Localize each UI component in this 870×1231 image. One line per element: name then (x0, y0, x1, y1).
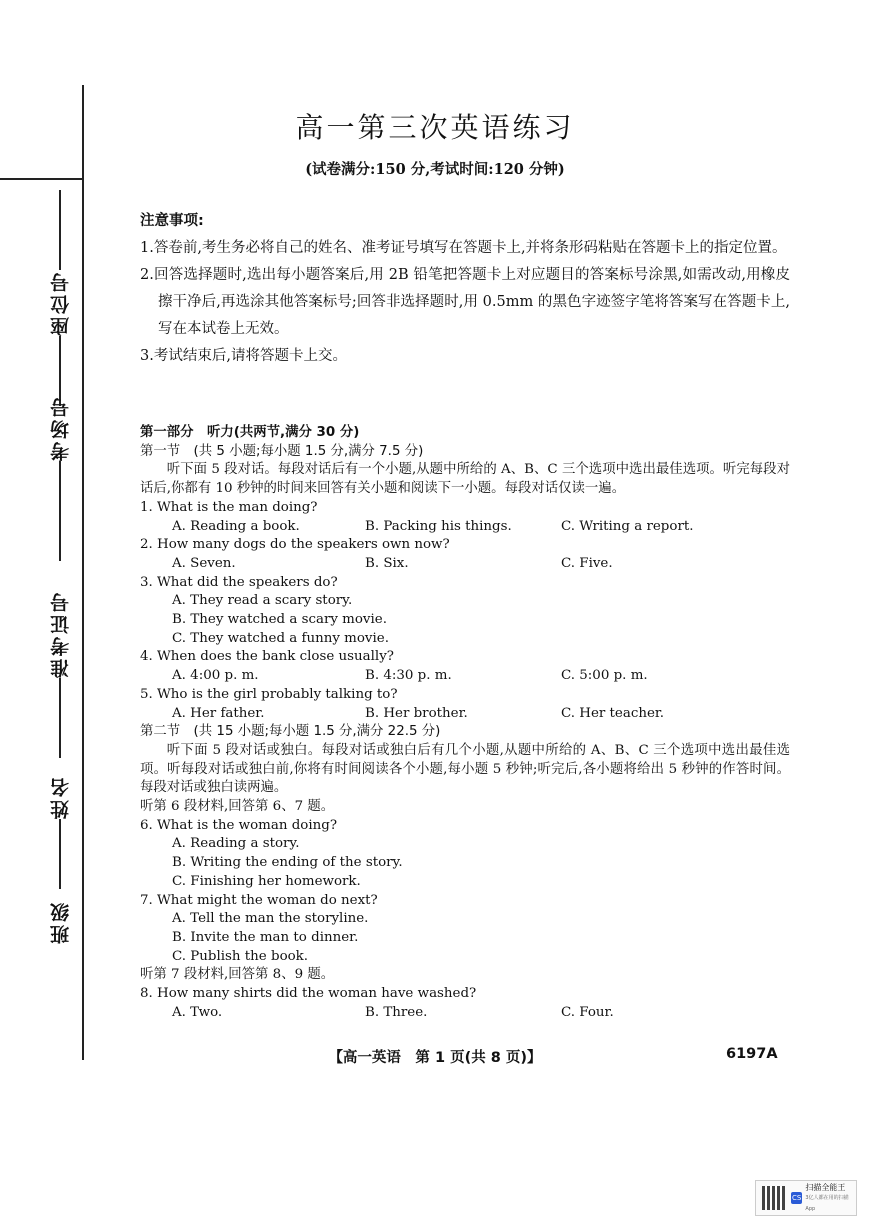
option-b: B. Packing his things. (365, 518, 512, 534)
page-footer: 【高一英语 第 1 页(共 8 页)】 (328, 1050, 542, 1066)
scanner-watermark (755, 1180, 857, 1216)
option-b: B. 4:30 p. m. (365, 668, 452, 684)
side-field-room (40, 395, 80, 561)
scanner-slogan: 3亿人都在用的扫描App (805, 1194, 849, 1212)
option-c: C. Writing a report. (561, 518, 694, 534)
option-a: A. Seven. (172, 555, 236, 571)
section2-heading: 第二节 (共 15 小题;每小题 1.5 分,满分 22.5 分) (140, 724, 441, 740)
scanner-logo-icon: CS (792, 1194, 802, 1202)
option-c: C. Four. (561, 1004, 614, 1020)
option-a: A. Her father. (172, 705, 265, 721)
option-c: C. Finishing her homework. (172, 873, 361, 889)
option-b: B. Six. (365, 555, 409, 571)
class-label: 班级 (49, 900, 72, 944)
section1-instructions: 听下面 5 段对话。每段对话后有一个小题,从题中所给的 A、B、C 三个选项中选出最佳选项。听完每段对话后,你都有 10 秒钟的时间来回答有关小题和阅读下一小题。每段对话仅读一遍。 (140, 462, 790, 497)
side-field-admission (40, 590, 80, 758)
paper-code: 6197A (726, 1046, 778, 1062)
question-7: 7. What might the woman do next? (140, 892, 378, 908)
option-a: A. Tell the man the storyline. (172, 911, 369, 927)
room-label: 考场号 (49, 395, 72, 461)
scanner-text (805, 1182, 856, 1215)
part-heading: 第一部分 听力(共两节,满分 30 分) (140, 425, 360, 440)
qr-code-icon (762, 1186, 785, 1210)
option-a: A. Reading a story. (172, 836, 300, 852)
question-2-options (140, 555, 790, 574)
name-blank (59, 819, 61, 889)
room-blank (59, 461, 61, 561)
question-1: 1. What is the man doing? (140, 499, 318, 515)
option-c: C. They watched a funny movie. (172, 630, 389, 646)
option-a: A. They read a scary story. (172, 593, 353, 609)
name-label: 姓名 (49, 775, 72, 819)
option-a: A. Reading a book. (172, 518, 300, 534)
side-field-name (40, 775, 80, 889)
question-4: 4. When does the bank close usually? (140, 649, 394, 665)
option-b: B. Three. (365, 1004, 428, 1020)
seat-blank (59, 190, 61, 270)
section1-heading: 第一节 (共 5 小题;每小题 1.5 分,满分 7.5 分) (140, 443, 424, 459)
admission-blank (59, 678, 61, 758)
question-3: 3. What did the speakers do? (140, 574, 338, 590)
notes-item: 1.答卷前,考生务必将自己的姓名、准考证号填写在答题卡上,并将条形码粘贴在答题卡上的指定位置。 (140, 240, 787, 256)
notes-heading: 注意事项: (140, 213, 204, 229)
exam-info: (试卷满分:150 分,考试时间:120 分钟) (305, 161, 565, 178)
option-b: B. Writing the ending of the story. (172, 855, 403, 871)
question-4-options (140, 667, 790, 686)
notes-item: 3.考试结束后,请将答题卡上交。 (140, 348, 347, 364)
side-field-class (40, 900, 80, 944)
question-6: 6. What is the woman doing? (140, 817, 338, 833)
option-c: C. 5:00 p. m. (561, 668, 648, 684)
question-5-options (140, 705, 790, 724)
listening-part (140, 424, 790, 1023)
section2-instructions: 听下面 5 段对话或独白。每段对话或独白后有几个小题,从题中所给的 A、B、C 三个选项中选出最佳选项。听每段对话或独白前,你将有时间阅读各个小题,每小题 5 秒钟;听完后,各小题将给出 5 秒钟的作答时间。每段对话或独白读两遍。 (140, 742, 790, 796)
question-8-options (140, 1004, 790, 1023)
admission-label: 准考证号 (49, 590, 72, 678)
material-6-instruction: 听第 6 段材料,回答第 6、7 题。 (140, 799, 335, 815)
question-2: 2. How many dogs do the speakers own now? (140, 537, 450, 553)
option-c: C. Publish the book. (172, 948, 309, 964)
material-7-instruction: 听第 7 段材料,回答第 8、9 题。 (140, 967, 335, 983)
notes-section (140, 208, 790, 370)
option-c: C. Her teacher. (561, 705, 665, 721)
option-b: B. They watched a scary movie. (172, 612, 387, 628)
side-field-seat (40, 190, 80, 406)
page-title: 高一第三次英语练习 (295, 111, 575, 144)
binding-line (82, 85, 84, 1060)
scanner-name: 扫描全能王 (805, 1182, 846, 1192)
seat-label: 座位号 (49, 270, 72, 336)
notes-item: 2.回答选择题时,选出每小题答案后,用 2B 铅笔把答题卡上对应题目的答案标号涂黑,如需改动,用橡皮擦干净后,再选涂其他答案标号;回答非选择题时,用 0.5mm 的黑色字迹签字笔将答案写在答题卡上,写在本试卷上无效。 (140, 267, 790, 337)
option-a: A. Two. (172, 1004, 223, 1020)
option-a: A. 4:00 p. m. (172, 668, 259, 684)
option-c: C. Five. (561, 555, 613, 571)
question-5: 5. Who is the girl probably talking to? (140, 686, 398, 702)
question-8: 8. How many shirts did the woman have washed? (140, 986, 477, 1002)
option-b: B. Invite the man to dinner. (172, 929, 359, 945)
question-1-options (140, 518, 790, 537)
option-b: B. Her brother. (365, 705, 468, 721)
